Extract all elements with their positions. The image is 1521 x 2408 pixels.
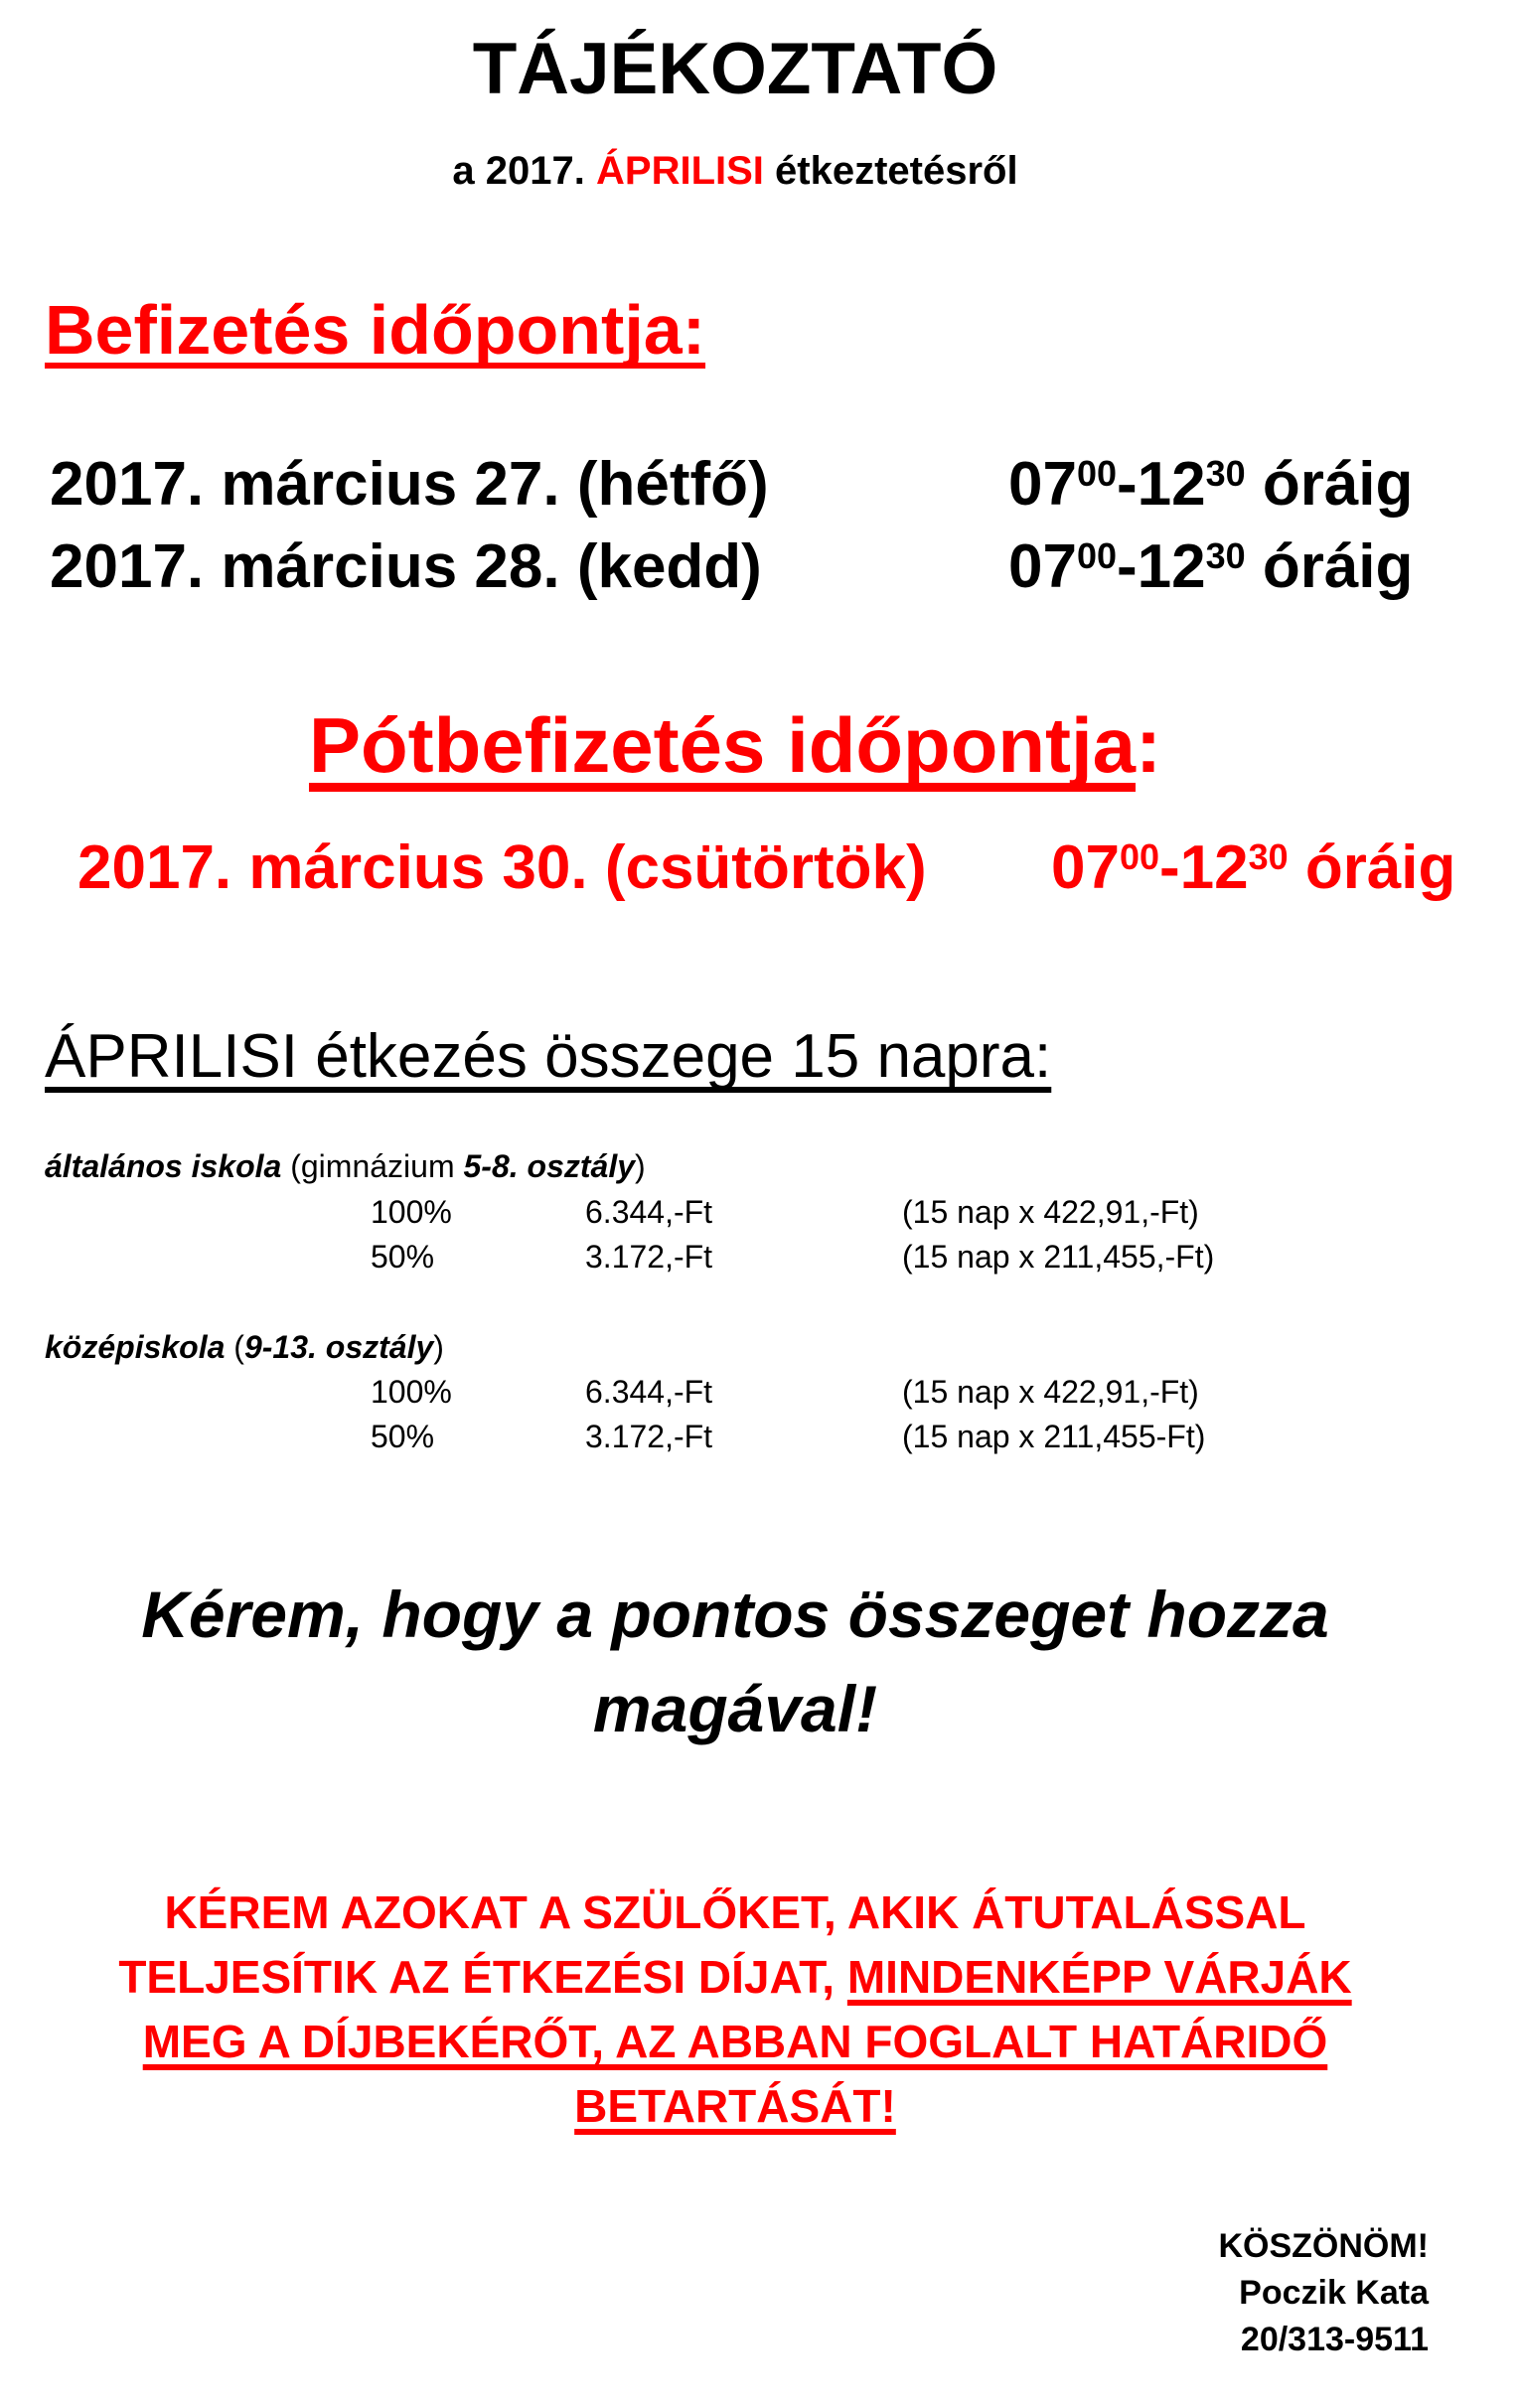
time-from-hour: 07 [1051,833,1120,902]
notice-line2-underlined: MINDENKÉPP VÁRJÁK [846,1951,1352,2003]
payment-heading-text: Befizetés időpontja: [45,291,706,369]
signature-thanks: KÖSZÖNÖM! [1218,2227,1429,2265]
school-grade-range: 5-8. osztály [463,1148,635,1184]
payment-time [1008,449,1413,520]
school-type-name: általános iskola [45,1148,282,1184]
school-qualifier-close: ) [433,1329,444,1365]
notice-line4-underlined: BETARTÁSÁT! [574,2080,896,2132]
time-to-minutes-superscript: 30 [1205,453,1246,495]
signature-phone: 20/313-9511 [1240,2321,1429,2358]
notice-line2-normal: TELJESÍTIK AZ ÉTKEZÉSI DÍJAT, [118,1951,847,2003]
notice-line [0,2010,1470,2074]
time-from-hour: 07 [1008,532,1077,601]
meal-price-row [0,1194,1521,1234]
request-line: magával! [592,1672,878,1745]
meal-amount: 3.172,-Ft [585,1419,713,1454]
time-from-hour: 07 [1008,450,1077,519]
meal-detail: (15 nap x 422,91,-Ft) [902,1194,1199,1230]
notice-line3-underlined: MEG A DÍJBEKÉRŐT, AZ ABBAN FOGLALT HATÁRIDŐ [142,2016,1328,2067]
late-payment-heading-colon: : [1136,701,1161,789]
transfer-notice [0,1881,1470,2139]
request-line: Kérem, hogy a pontos összeget hozza [141,1578,1329,1651]
signature-name: Poczik Kata [1239,2274,1429,2312]
school-type-name: középiskola [45,1329,226,1365]
meal-detail: (15 nap x 211,455-Ft) [902,1419,1206,1454]
time-to-hour: 12 [1137,532,1206,601]
meals-heading: ÁPRILISI étkezés összege 15 napra: [45,1022,1052,1091]
meal-percent: 50% [371,1239,435,1275]
time-dash: - [1116,532,1138,601]
time-suffix: óráig [1245,450,1414,519]
time-suffix: óráig [1288,833,1456,902]
meal-amount: 3.172,-Ft [585,1239,713,1275]
meal-detail: (15 nap x 211,455,-Ft) [902,1239,1215,1275]
subtitle-suffix: étkeztetésről [763,149,1018,193]
time-from-minutes-superscript: 00 [1076,535,1117,577]
school-qualifier-open: ( [225,1329,244,1365]
meal-detail: (15 nap x 422,91,-Ft) [902,1374,1199,1410]
time-from-minutes-superscript: 00 [1076,453,1117,495]
meal-price-row [0,1419,1521,1458]
subtitle-month-highlight: ÁPRILISI [596,149,764,193]
notice-line [0,1945,1470,2010]
document-title: TÁJÉKOZTATÓ [472,29,998,109]
meal-percent: 100% [371,1374,452,1410]
exact-amount-request [0,1568,1470,1756]
time-dash: - [1116,450,1138,519]
late-payment-date: 2017. március 30. (csütörtök) [77,833,927,902]
time-dash: - [1158,833,1180,902]
document-subtitle [0,147,1470,195]
school-qualifier-open: (gimnázium [281,1148,464,1184]
meal-price-row [0,1374,1521,1414]
time-to-hour: 12 [1137,450,1206,519]
notice-line: KÉREM AZOKAT A SZÜLŐKET, AKIK ÁTUTALÁSSAL [164,1886,1306,1938]
school-qualifier-close: ) [635,1148,646,1184]
time-suffix: óráig [1245,532,1414,601]
signature-block [0,2223,1429,2363]
school-grade-range: 9-13. osztály [243,1329,434,1365]
late-payment-heading [0,701,1470,791]
meal-percent: 50% [371,1419,435,1454]
time-from-minutes-superscript: 00 [1119,836,1159,878]
time-to-hour: 12 [1179,833,1249,902]
payment-row [0,531,1521,603]
time-to-minutes-superscript: 30 [1248,836,1289,878]
meal-percent: 100% [371,1194,452,1230]
notice-line [0,2074,1470,2139]
meal-price-row [0,1239,1521,1279]
meal-group-label [0,1329,1521,1366]
late-payment-row [0,832,1521,904]
late-payment-time [1051,832,1455,903]
payment-row [0,449,1521,521]
meal-amount: 6.344,-Ft [585,1194,713,1230]
time-to-minutes-superscript: 30 [1205,535,1246,577]
payment-date: 2017. március 27. (hétfő) [50,450,769,519]
payment-date: 2017. március 28. (kedd) [50,532,762,601]
payment-time [1008,531,1413,602]
payment-heading [0,290,1470,370]
meal-group-label [0,1148,1521,1185]
late-payment-heading-text: Pótbefizetés időpontja [308,701,1137,789]
meal-amount: 6.344,-Ft [585,1374,713,1410]
subtitle-prefix: a 2017. [452,149,596,193]
